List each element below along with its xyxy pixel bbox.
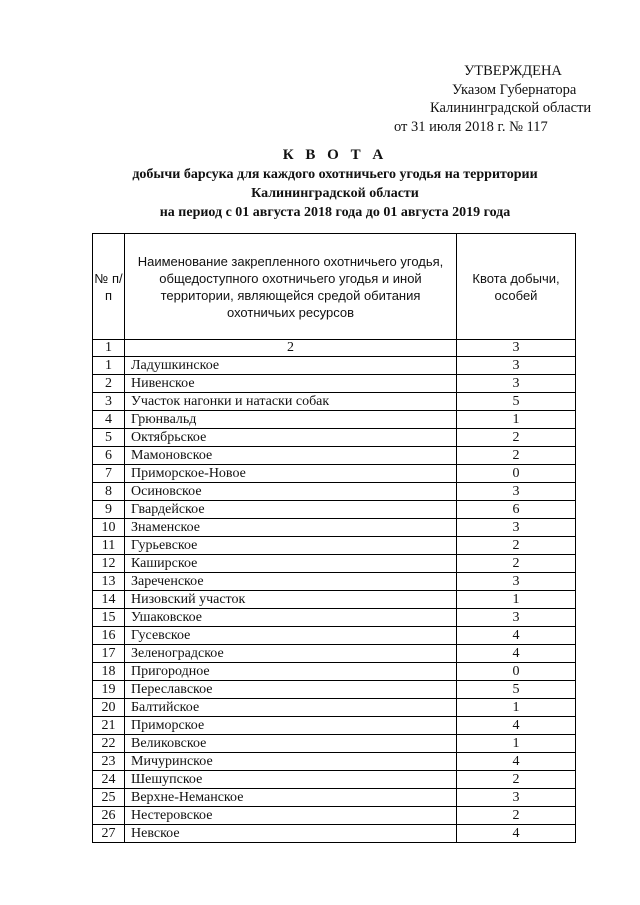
approval-stamp: [380, 62, 612, 136]
approval-region: Калининградской области: [430, 100, 592, 116]
row-name: Переславское: [125, 681, 457, 699]
row-name: Участок нагонки и натаски собак: [125, 393, 457, 411]
table-row: [93, 771, 576, 789]
column-number-row: [93, 340, 576, 357]
row-quota: 2: [457, 555, 576, 573]
quota-table: [92, 233, 576, 843]
row-number: 10: [93, 519, 125, 537]
row-quota: 0: [457, 663, 576, 681]
table-row: [93, 609, 576, 627]
title-line-1: добычи барсука для каждого охотничьего угодья на территории: [132, 167, 538, 182]
row-number: 21: [93, 717, 125, 735]
row-number: 2: [93, 375, 125, 393]
row-number: 8: [93, 483, 125, 501]
header-num: № п/п: [93, 234, 125, 340]
row-number: 27: [93, 825, 125, 843]
row-name: Приморское-Новое: [125, 465, 457, 483]
table-row: [93, 663, 576, 681]
table-row: [93, 807, 576, 825]
row-number: 5: [93, 429, 125, 447]
table-row: [93, 375, 576, 393]
row-name: Мичуринское: [125, 753, 457, 771]
table-row: [93, 735, 576, 753]
row-name: Ушаковское: [125, 609, 457, 627]
column-number: 2: [125, 340, 457, 357]
column-number: 3: [457, 340, 576, 357]
row-name: Пригородное: [125, 663, 457, 681]
row-name: Октябрьское: [125, 429, 457, 447]
column-number: 1: [93, 340, 125, 357]
row-number: 14: [93, 591, 125, 609]
row-number: 26: [93, 807, 125, 825]
row-quota: 6: [457, 501, 576, 519]
row-name: Грюнвальд: [125, 411, 457, 429]
title-line-2: Калининградской области: [251, 186, 419, 201]
table-row: [93, 825, 576, 843]
row-quota: 1: [457, 735, 576, 753]
row-number: 6: [93, 447, 125, 465]
row-quota: 4: [457, 717, 576, 735]
row-quota: 4: [457, 627, 576, 645]
table-row: [93, 501, 576, 519]
row-quota: 5: [457, 681, 576, 699]
row-quota: 4: [457, 753, 576, 771]
approval-title: УТВЕРЖДЕНА: [464, 63, 562, 79]
row-quota: 0: [457, 465, 576, 483]
table-row: [93, 465, 576, 483]
row-number: 15: [93, 609, 125, 627]
row-name: Невское: [125, 825, 457, 843]
row-quota: 2: [457, 429, 576, 447]
row-number: 4: [93, 411, 125, 429]
table-row: [93, 573, 576, 591]
row-quota: 2: [457, 447, 576, 465]
row-number: 20: [93, 699, 125, 717]
row-quota: 3: [457, 573, 576, 591]
row-number: 19: [93, 681, 125, 699]
table-row: [93, 447, 576, 465]
approval-date-number: от 31 июля 2018 г. № 117: [394, 118, 548, 135]
table-row: [93, 645, 576, 663]
row-quota: 1: [457, 411, 576, 429]
table-row: [93, 483, 576, 501]
row-number: 25: [93, 789, 125, 807]
document-title: [0, 146, 640, 222]
row-number: 18: [93, 663, 125, 681]
row-number: 24: [93, 771, 125, 789]
row-name: Знаменское: [125, 519, 457, 537]
table-row: [93, 411, 576, 429]
row-quota: 2: [457, 537, 576, 555]
row-name: Мамоновское: [125, 447, 457, 465]
row-quota: 1: [457, 699, 576, 717]
row-quota: 3: [457, 789, 576, 807]
row-name: Нестеровское: [125, 807, 457, 825]
row-number: 1: [93, 357, 125, 375]
table-row: [93, 429, 576, 447]
row-name: Гурьевское: [125, 537, 457, 555]
row-number: 7: [93, 465, 125, 483]
table-header-row: [93, 234, 576, 340]
table-row: [93, 627, 576, 645]
row-quota: 3: [457, 357, 576, 375]
table-row: [93, 789, 576, 807]
row-name: Ладушкинское: [125, 357, 457, 375]
row-quota: 3: [457, 609, 576, 627]
table-row: [93, 699, 576, 717]
row-name: Нивенское: [125, 375, 457, 393]
row-name: Верхне-Неманское: [125, 789, 457, 807]
row-name: Низовский участок: [125, 591, 457, 609]
title-main: К В О Т А: [282, 147, 388, 163]
row-name: Зеленоградское: [125, 645, 457, 663]
table-row: [93, 681, 576, 699]
row-number: 3: [93, 393, 125, 411]
table-row: [93, 555, 576, 573]
row-number: 13: [93, 573, 125, 591]
approval-authority: Указом Губернатора: [452, 81, 577, 98]
row-quota: 1: [457, 591, 576, 609]
row-number: 17: [93, 645, 125, 663]
row-number: 9: [93, 501, 125, 519]
row-quota: 2: [457, 807, 576, 825]
row-number: 12: [93, 555, 125, 573]
table-row: [93, 591, 576, 609]
table-row: [93, 357, 576, 375]
row-name: Гусевское: [125, 627, 457, 645]
header-quota: Квота добычи, особей: [457, 234, 576, 340]
table-row: [93, 717, 576, 735]
row-quota: 3: [457, 375, 576, 393]
table-row: [93, 519, 576, 537]
row-name: Зареченское: [125, 573, 457, 591]
row-quota: 5: [457, 393, 576, 411]
row-name: Осиновское: [125, 483, 457, 501]
header-name: Наименование закрепленного охотничьего угодья, общедоступного охотничьего угодья и иной территории, являющейся средой обитания охотничьих ресурсов: [125, 234, 457, 340]
row-number: 11: [93, 537, 125, 555]
row-name: Приморское: [125, 717, 457, 735]
row-quota: 2: [457, 771, 576, 789]
row-name: Каширское: [125, 555, 457, 573]
table-row: [93, 537, 576, 555]
row-quota: 4: [457, 645, 576, 663]
table-row: [93, 753, 576, 771]
row-number: 22: [93, 735, 125, 753]
row-quota: 4: [457, 825, 576, 843]
row-quota: 3: [457, 519, 576, 537]
title-line-3: на период с 01 августа 2018 года до 01 августа 2019 года: [159, 205, 511, 220]
row-name: Балтийское: [125, 699, 457, 717]
row-name: Гвардейское: [125, 501, 457, 519]
row-name: Великовское: [125, 735, 457, 753]
row-name: Шешупское: [125, 771, 457, 789]
row-quota: 3: [457, 483, 576, 501]
row-number: 23: [93, 753, 125, 771]
table-row: [93, 393, 576, 411]
row-number: 16: [93, 627, 125, 645]
